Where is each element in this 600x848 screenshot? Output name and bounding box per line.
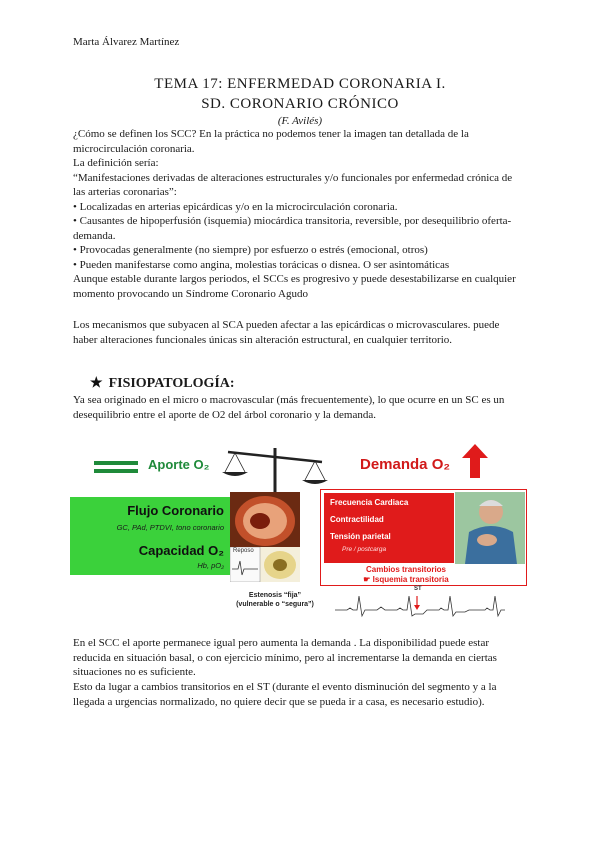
flujo-label: Flujo Coronario <box>127 503 224 518</box>
mechanisms-paragraph: Los mecanismos que subyacen al SCA pueden afectar a las epicárdicas o microvasculares. puede haber alteraciones funcionales únicas sin alteración estructural, en cualquier territorio. <box>73 319 500 346</box>
ecg-trace <box>335 592 505 620</box>
demanda-label: Demanda O₂ <box>360 456 451 473</box>
progression-paragraph: Aunque estable durante largos periodos, el SCCs es progresivo y puede desestabilizarse en cualquier momento provocando un Síndrome Coronario Agudo <box>73 273 516 300</box>
closing-paragraph-2: Esto da lugar a cambios transitorios en el ST (durante el evento disminución del segmento y a la llegada a urgencias normalizado, no quiere decir que se pueda ir a casa, es necesario estudio). <box>73 681 497 708</box>
frecuencia-label: Frecuencia Cardiaca <box>330 498 409 507</box>
tension-label: Tensión parietal <box>330 532 391 541</box>
bullet-item: • Provocadas generalmente (no siempre) por esfuerzo o estrés (emocional, otros) <box>73 244 428 256</box>
estenosis-detail: (vulnerable o “segura”) <box>236 601 314 608</box>
definition-quote: “Manifestaciones derivadas de alteraciones estructurales y/o funcionales por enfermedad crónica de las arterias coronarias”: <box>73 171 513 198</box>
transient-changes <box>351 565 461 585</box>
stenosis-vessel-image <box>230 492 300 550</box>
capacidad-detail: Hb, pO₂ <box>197 561 224 570</box>
bullet-item: • Pueden manifestarse como angina, molestias torácicas o disnea. O ser asintomáticas <box>73 258 450 271</box>
st-label: ST <box>414 586 422 592</box>
bullet-item: • Causantes de hipoperfusión (isquemia) miocárdica transitoria, reversible, por desequilibrio oferta-demanda. <box>73 215 512 242</box>
arrow-up-icon <box>462 444 488 478</box>
pathophysiology-paragraph: Ya sea originado en el micro o macrovascular (más frecuentemente), lo que ocurre en un SC es un desequilibrio entre el aporte de O2 del árbol coronario y la demanda. <box>73 394 505 421</box>
section-title: FISIOPATOLOGÍA: <box>108 376 235 391</box>
page-subtitle: SD. CORONARIO CRÓNICO <box>201 96 399 112</box>
demand-factors <box>324 493 454 563</box>
aporte-label: Aporte O₂ <box>148 457 210 472</box>
lecturer-note: (F. Avilés) <box>277 115 323 127</box>
equals-bar-icon <box>94 461 138 465</box>
section-heading <box>90 375 235 392</box>
intro-block <box>73 127 518 301</box>
intro-paragraph: ¿Cómo se definen los SCC? En la práctica no podemos tener la imagen tan detallada de la microcirculación coronaria. <box>73 128 469 155</box>
equals-bar-icon <box>94 469 138 473</box>
contractilidad-label: Contractilidad <box>330 515 384 524</box>
author-name: Marta Álvarez Martínez <box>73 36 180 48</box>
cambios-label: Cambios transitorios <box>365 565 446 574</box>
flujo-detail: GC, PAd, PTDVI, tono coronario <box>116 523 224 532</box>
closing-paragraph: En el SCC el aporte permanece igual pero aumenta la demanda . La disponibilidad puede estar reducida en situación basal, o con ejercicio mínimo, pero al incrementarse la demanda en ciertas situaciones no es suficiente. <box>73 637 497 678</box>
reposo-label: Reposo <box>233 548 254 554</box>
stenosis-caption <box>230 591 320 609</box>
isquemia-label: ☛ Isquemia transitoria <box>363 575 449 584</box>
tension-detail: Pre / postcarga <box>342 546 387 553</box>
capacidad-label: Capacidad O₂ <box>138 543 224 558</box>
page-title: TEMA 17: ENFERMEDAD CORONARIA I. <box>154 76 446 92</box>
estenosis-label: Estenosis “fija” <box>248 592 302 599</box>
definition-label: La definición sería: <box>73 157 159 169</box>
patient-photo <box>455 492 525 564</box>
star-icon: ★ <box>90 376 103 391</box>
supply-box <box>70 497 230 575</box>
supply-demand-figure <box>70 444 530 622</box>
bullet-item: • Localizadas en arterias epicárdicas y/o en la microcirculación coronaria. <box>73 200 398 213</box>
